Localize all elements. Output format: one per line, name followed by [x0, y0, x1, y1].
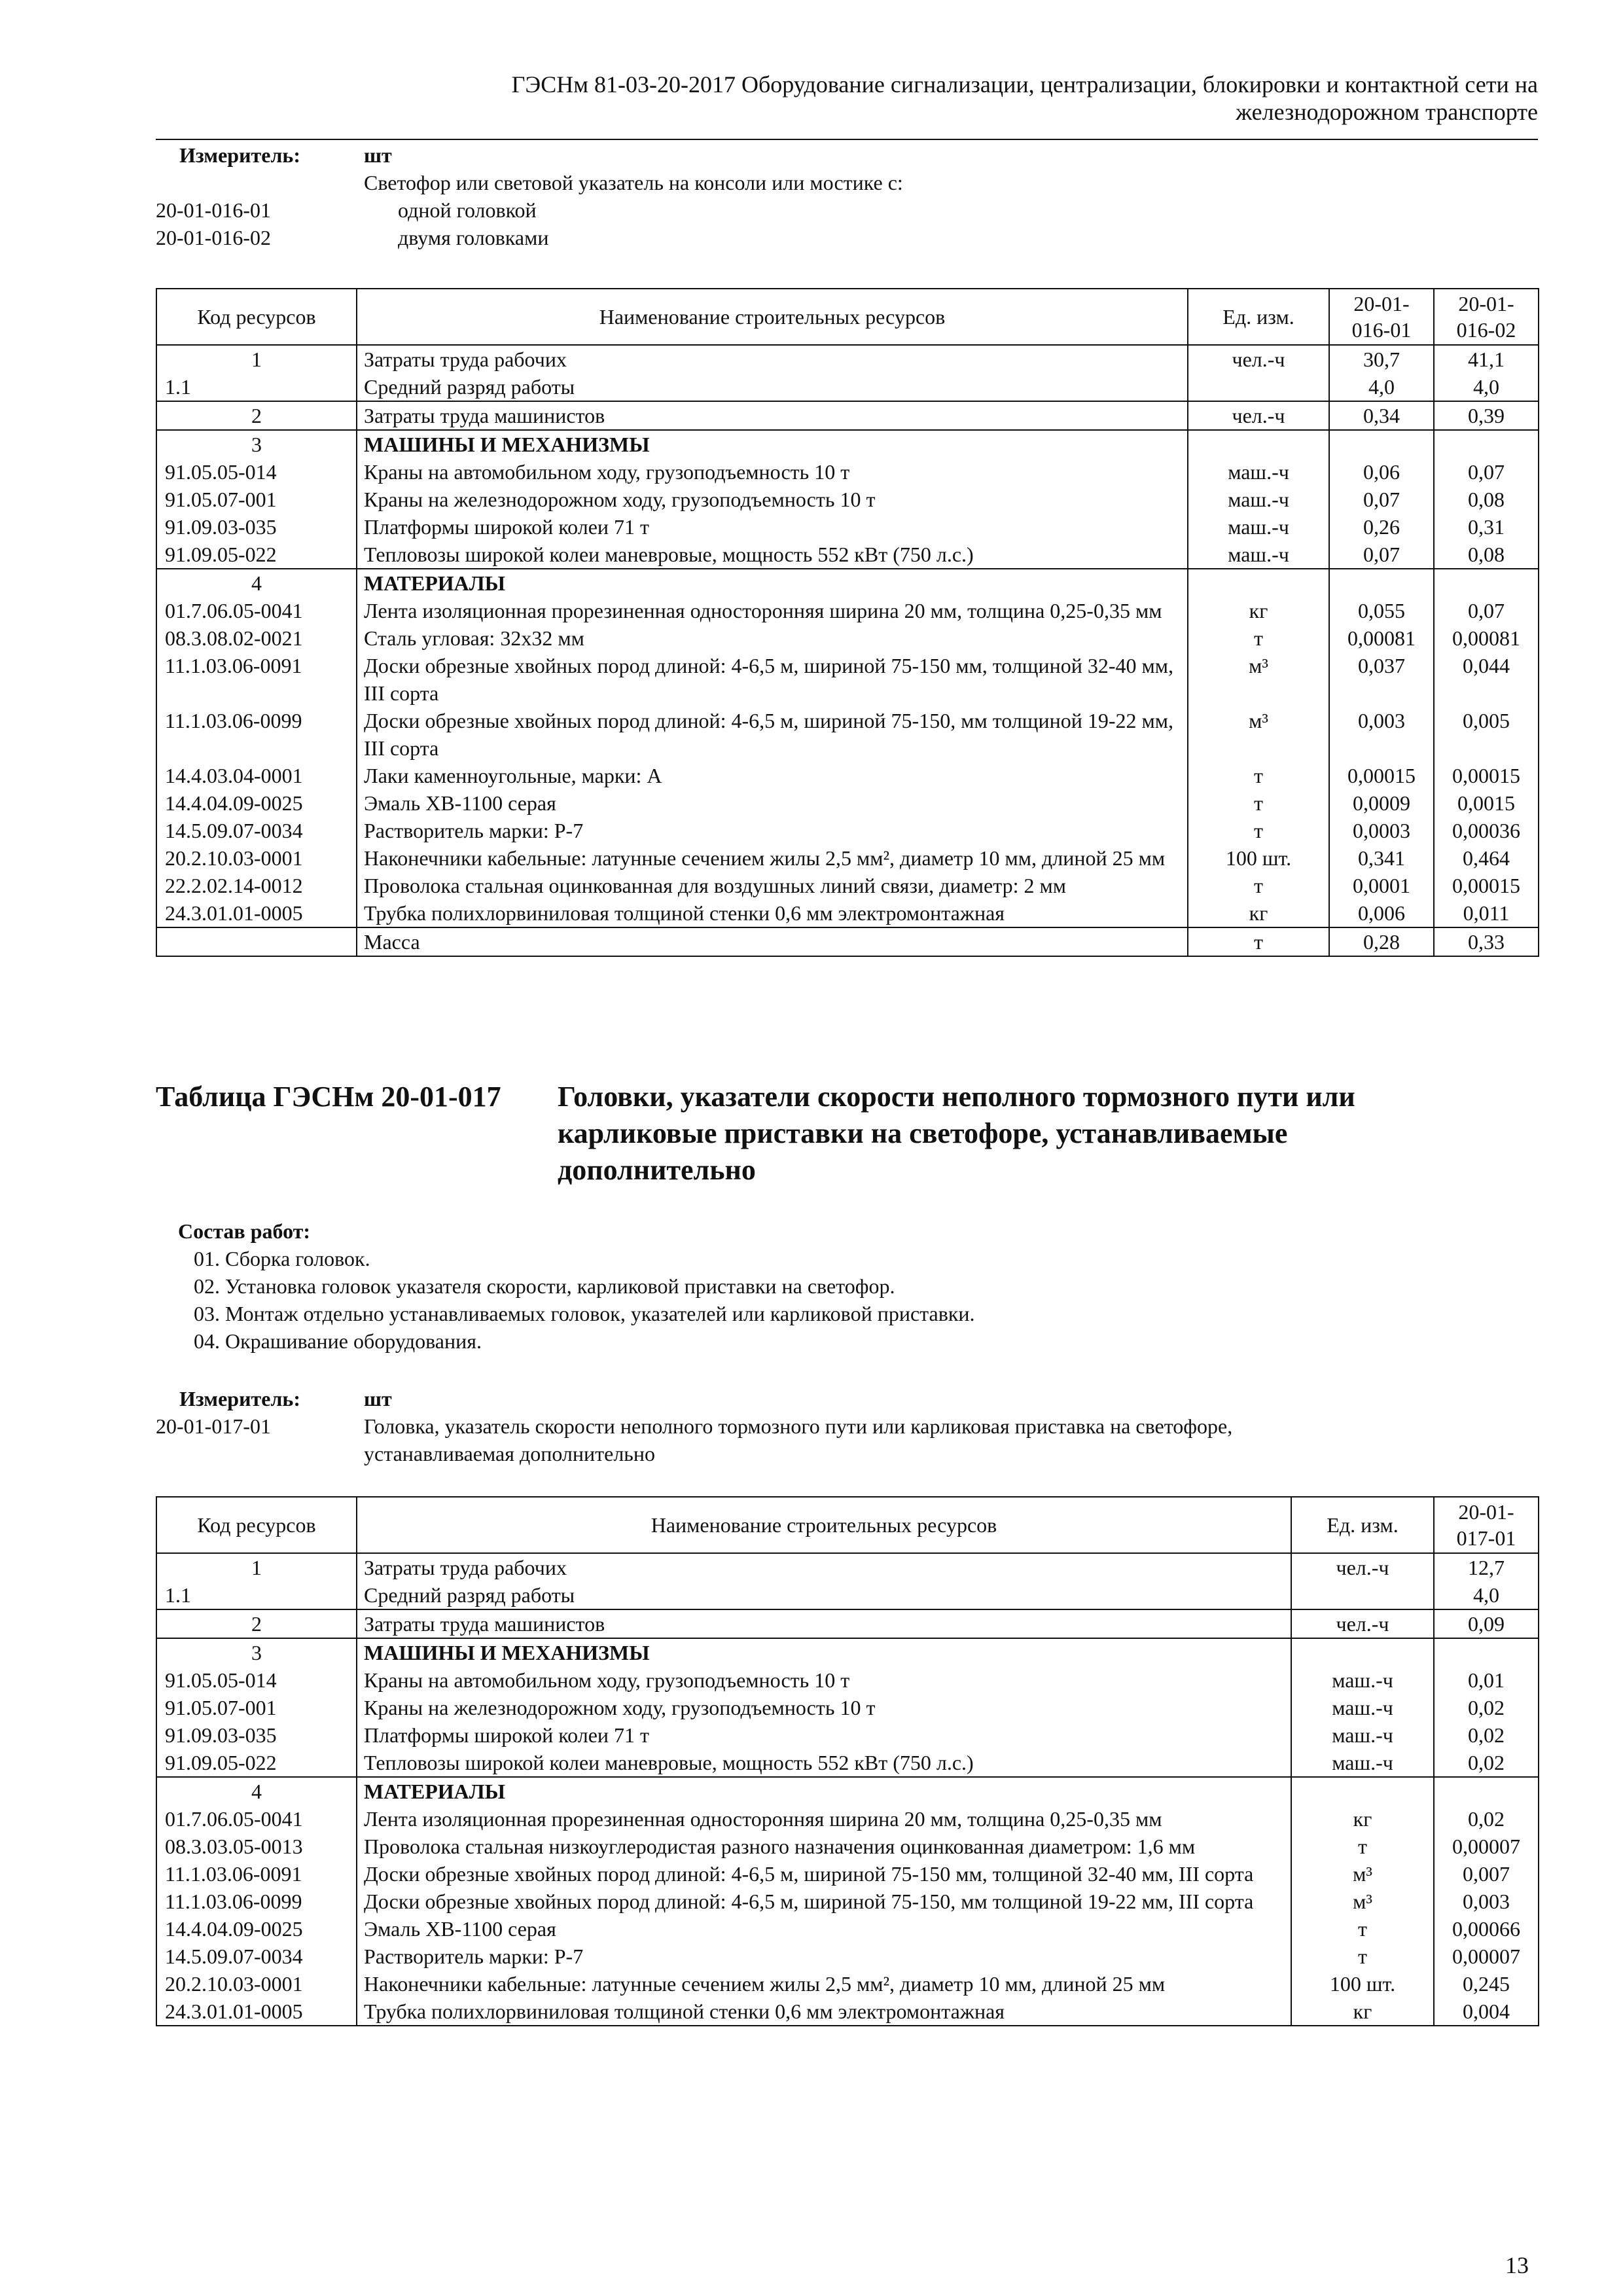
resource-name-cell: Проволока стальная оцинкованная для воздушных линий связи, диаметр: 2 мм [357, 872, 1188, 899]
table-row [156, 844, 1539, 872]
table-row [156, 1694, 1539, 1721]
table-header-row [156, 1497, 1539, 1553]
value-cell: 0,464 [1434, 844, 1539, 872]
value-cell: 0,00015 [1434, 762, 1539, 789]
table-row [156, 513, 1539, 541]
value-cell: 0,055 [1329, 597, 1434, 624]
table-row [156, 401, 1539, 430]
table-row [156, 1553, 1539, 1581]
unit-cell: т [1291, 1833, 1434, 1860]
table-row [156, 1998, 1539, 2026]
table-row [156, 707, 1539, 762]
value-cell: 0,07 [1434, 458, 1539, 486]
resource-code-cell: 20.2.10.03-0001 [156, 1970, 357, 1998]
resource-code-cell: 24.3.01.01-0005 [156, 899, 357, 927]
value-cell: 0,28 [1329, 927, 1434, 956]
value-cell: 0,31 [1434, 513, 1539, 541]
col-header-name: Наименование строительных ресурсов [357, 1497, 1291, 1553]
value-cell: 0,00036 [1434, 817, 1539, 844]
section2-item-text-2: устанавливаемая дополнительно [364, 1442, 656, 1465]
unit-cell: т [1188, 789, 1329, 817]
unit-cell: чел.-ч [1291, 1553, 1434, 1581]
table-row [156, 541, 1539, 569]
meter-unit: шт [364, 143, 392, 167]
resource-name-cell: Затраты труда рабочих [357, 345, 1188, 373]
value-cell: 0,08 [1434, 541, 1539, 569]
value-cell: 0,00015 [1434, 872, 1539, 899]
resource-name-cell: Наконечники кабельные: латунные сечением жилы 2,5 мм², диаметр 10 мм, длиной 25 мм [357, 844, 1188, 872]
resource-name-cell: Растворитель марки: Р-7 [357, 1943, 1291, 1970]
resource-code-cell: 14.5.09.07-0034 [156, 1943, 357, 1970]
work-item-4: 04. Окрашивание оборудования. [194, 1329, 482, 1353]
resource-code-cell: 91.05.07-001 [156, 486, 357, 513]
unit-cell: маш.-ч [1188, 458, 1329, 486]
document-header [308, 71, 1538, 126]
meter-label-2: Измеритель: [179, 1387, 300, 1410]
value-cell [1434, 569, 1539, 597]
table-row [156, 1860, 1539, 1888]
unit-cell: маш.-ч [1291, 1666, 1434, 1694]
table-row [156, 927, 1539, 956]
value-cell [1434, 1777, 1539, 1805]
resource-name-cell: Затраты труда рабочих [357, 1553, 1291, 1581]
col-header-unit: Ед. изм. [1188, 289, 1329, 345]
value-cell: 0,044 [1434, 652, 1539, 707]
resource-code-cell: 11.1.03.06-0091 [156, 652, 357, 707]
unit-cell [1188, 373, 1329, 401]
value-cell: 0,07 [1434, 597, 1539, 624]
resource-code-cell: 01.7.06.05-0041 [156, 597, 357, 624]
table-row [156, 652, 1539, 707]
value-cell: 0,245 [1434, 1970, 1539, 1998]
resource-name-cell: МАШИНЫ И МЕХАНИЗМЫ [357, 1638, 1291, 1666]
resource-code-cell: 91.09.05-022 [156, 1749, 357, 1777]
unit-cell: маш.-ч [1188, 541, 1329, 569]
work-item-1: 01. Сборка головок. [194, 1247, 370, 1270]
col-header-code: Код ресурсов [156, 1497, 357, 1553]
resource-name-cell: Эмаль ХВ-1100 серая [357, 789, 1188, 817]
resource-name-cell: Лента изоляционная прорезиненная односторонняя ширина 20 мм, толщина 0,25-0,35 мм [357, 597, 1188, 624]
resource-code-cell: 14.4.04.09-0025 [156, 789, 357, 817]
value-cell: 41,1 [1434, 345, 1539, 373]
unit-cell: чел.-ч [1291, 1609, 1434, 1638]
resource-code-cell: 01.7.06.05-0041 [156, 1805, 357, 1833]
resource-name-cell: Тепловозы широкой колеи маневровые, мощность 552 кВт (750 л.с.) [357, 1749, 1291, 1777]
resource-name-cell: Лаки каменноугольные, марки: А [357, 762, 1188, 789]
resource-code-cell: 1 [156, 1553, 357, 1581]
table-row [156, 1833, 1539, 1860]
table-row [156, 1721, 1539, 1749]
resource-code-cell: 1 [156, 345, 357, 373]
resource-name-cell: Краны на автомобильном ходу, грузоподъемность 10 т [357, 458, 1188, 486]
resource-name-cell: Доски обрезные хвойных пород длиной: 4-6,5 м, шириной 75-150, мм толщиной 19-22 мм, III сорта [357, 1888, 1291, 1915]
table-row [156, 899, 1539, 927]
unit-cell: т [1291, 1915, 1434, 1943]
value-cell: 0,006 [1329, 899, 1434, 927]
resource-name-cell: Лента изоляционная прорезиненная односторонняя ширина 20 мм, толщина 0,25-0,35 мм [357, 1805, 1291, 1833]
resource-name-cell: Сталь угловая: 32x32 мм [357, 624, 1188, 652]
block1-description: Светофор или световой указатель на консоли или мостике с: [364, 171, 903, 194]
section2-item-code: 20-01-017-01 [156, 1414, 271, 1438]
table-row [156, 1805, 1539, 1833]
meter-label: Измеритель: [179, 143, 300, 167]
resource-code-cell: 2 [156, 401, 357, 430]
unit-cell: 100 шт. [1188, 844, 1329, 872]
resource-name-cell: Доски обрезные хвойных пород длиной: 4-6,5 м, шириной 75-150 мм, толщиной 32-40 мм, III сорта [357, 1860, 1291, 1888]
value-cell: 0,011 [1434, 899, 1539, 927]
value-cell: 0,02 [1434, 1694, 1539, 1721]
block1-item-text-1: одной головкой [398, 198, 537, 222]
value-cell: 4,0 [1329, 373, 1434, 401]
meter-unit-2: шт [364, 1387, 392, 1410]
value-cell: 0,003 [1434, 1888, 1539, 1915]
resource-name-cell: Эмаль ХВ-1100 серая [357, 1915, 1291, 1943]
table-row [156, 486, 1539, 513]
unit-cell: м³ [1188, 652, 1329, 707]
table-row [156, 872, 1539, 899]
resource-code-cell [156, 927, 357, 956]
value-cell: 0,037 [1329, 652, 1434, 707]
value-cell [1329, 569, 1434, 597]
resource-code-cell: 91.05.05-014 [156, 1666, 357, 1694]
unit-cell [1188, 430, 1329, 458]
resource-name-cell: Трубка полихлорвиниловая толщиной стенки 0,6 мм электромонтажная [357, 899, 1188, 927]
resource-name-cell: Затраты труда машинистов [357, 1609, 1291, 1638]
unit-cell: кг [1188, 597, 1329, 624]
value-cell: 0,00015 [1329, 762, 1434, 789]
table-row [156, 345, 1539, 373]
value-cell: 0,07 [1329, 541, 1434, 569]
resource-code-cell: 08.3.08.02-0021 [156, 624, 357, 652]
unit-cell: маш.-ч [1188, 486, 1329, 513]
section2-item-text-1: Головка, указатель скорости неполного тормозного пути или карликовая приставка на светофоре, [364, 1414, 1233, 1438]
value-cell: 0,26 [1329, 513, 1434, 541]
resource-code-cell: 91.05.07-001 [156, 1694, 357, 1721]
value-cell: 0,341 [1329, 844, 1434, 872]
header-line-1: ГЭСНм 81-03-20-2017 Оборудование сигнализации, централизации, блокировки и контактной сети на [511, 71, 1538, 98]
table-row [156, 762, 1539, 789]
value-cell: 0,005 [1434, 707, 1539, 762]
block1-item-code-2: 20-01-016-02 [156, 226, 271, 249]
unit-cell: маш.-ч [1291, 1749, 1434, 1777]
value-cell: 0,00066 [1434, 1915, 1539, 1943]
resource-code-cell: 91.09.05-022 [156, 541, 357, 569]
block1-item-text-2: двумя головками [398, 226, 549, 249]
unit-cell: маш.-ч [1188, 513, 1329, 541]
value-cell [1434, 430, 1539, 458]
section-table-label: Таблица ГЭСНм 20-01-017 [156, 1081, 501, 1113]
value-cell: 0,00007 [1434, 1943, 1539, 1970]
resource-code-cell: 11.1.03.06-0099 [156, 1888, 357, 1915]
value-cell: 12,7 [1434, 1553, 1539, 1581]
work-item-2: 02. Установка головок указателя скорости, карликовой приставки на светофор. [194, 1274, 895, 1298]
unit-cell: чел.-ч [1188, 345, 1329, 373]
resource-code-cell: 1.1 [156, 373, 357, 401]
value-cell: 0,02 [1434, 1721, 1539, 1749]
unit-cell: чел.-ч [1188, 401, 1329, 430]
table-row [156, 430, 1539, 458]
value-cell: 4,0 [1434, 1581, 1539, 1609]
value-cell: 0,39 [1434, 401, 1539, 430]
resource-code-cell: 20.2.10.03-0001 [156, 844, 357, 872]
unit-cell [1291, 1581, 1434, 1609]
unit-cell [1291, 1638, 1434, 1666]
unit-cell: кг [1291, 1998, 1434, 2026]
value-cell: 0,08 [1434, 486, 1539, 513]
unit-cell: т [1291, 1943, 1434, 1970]
col-header-016-01: 20-01- 016-01 [1329, 289, 1434, 345]
page-number: 13 [1505, 2252, 1529, 2278]
unit-cell: кг [1291, 1805, 1434, 1833]
resource-name-cell: МАТЕРИАЛЫ [357, 1777, 1291, 1805]
header-divider [156, 139, 1538, 140]
table-row [156, 597, 1539, 624]
table-row [156, 817, 1539, 844]
unit-cell: маш.-ч [1291, 1721, 1434, 1749]
resource-code-cell: 2 [156, 1609, 357, 1638]
resource-name-cell: Краны на железнодорожном ходу, грузоподъемность 10 т [357, 486, 1188, 513]
table-row [156, 373, 1539, 401]
value-cell: 30,7 [1329, 345, 1434, 373]
col-header-016-02: 20-01- 016-02 [1434, 289, 1539, 345]
table-row [156, 1888, 1539, 1915]
resources-table-017 [156, 1496, 1539, 2026]
resource-name-cell: Масса [357, 927, 1188, 956]
value-cell: 0,34 [1329, 401, 1434, 430]
resource-code-cell: 11.1.03.06-0099 [156, 707, 357, 762]
value-cell: 0,01 [1434, 1666, 1539, 1694]
value-cell: 0,00081 [1329, 624, 1434, 652]
table-row [156, 1777, 1539, 1805]
value-cell: 0,0009 [1329, 789, 1434, 817]
value-cell: 0,00081 [1434, 624, 1539, 652]
unit-cell: т [1188, 927, 1329, 956]
value-cell: 0,06 [1329, 458, 1434, 486]
resources-table-016 [156, 288, 1539, 957]
value-cell [1329, 430, 1434, 458]
table-row [156, 1970, 1539, 1998]
resource-code-cell: 14.5.09.07-0034 [156, 817, 357, 844]
resource-code-cell: 11.1.03.06-0091 [156, 1860, 357, 1888]
section-title [558, 1079, 1539, 1189]
resource-name-cell: Растворитель марки: Р-7 [357, 817, 1188, 844]
resource-name-cell: Средний разряд работы [357, 373, 1188, 401]
block1-item-code-1: 20-01-016-01 [156, 198, 271, 222]
value-cell: 4,0 [1434, 373, 1539, 401]
resource-name-cell: Тепловозы широкой колеи маневровые, мощность 552 кВт (750 л.с.) [357, 541, 1188, 569]
section-title-line-1: Головки, указатели скорости неполного тормозного пути или [558, 1081, 1355, 1113]
resource-name-cell: Проволока стальная низкоуглеродистая разного назначения оцинкованная диаметром: 1,6 мм [357, 1833, 1291, 1860]
resource-code-cell: 24.3.01.01-0005 [156, 1998, 357, 2026]
resource-name-cell: Платформы широкой колеи 71 т [357, 513, 1188, 541]
value-cell: 0,07 [1329, 486, 1434, 513]
works-label: Состав работ: [178, 1219, 311, 1243]
resource-name-cell: Наконечники кабельные: латунные сечением жилы 2,5 мм², диаметр 10 мм, длиной 25 мм [357, 1970, 1291, 1998]
unit-cell: кг [1188, 899, 1329, 927]
table-row [156, 1666, 1539, 1694]
table-row [156, 1638, 1539, 1666]
header-line-2: железнодорожном транспорте [1236, 99, 1538, 125]
value-cell: 0,02 [1434, 1805, 1539, 1833]
unit-cell: м³ [1188, 707, 1329, 762]
resource-code-cell: 22.2.02.14-0012 [156, 872, 357, 899]
value-cell: 0,0015 [1434, 789, 1539, 817]
unit-cell: т [1188, 762, 1329, 789]
unit-cell: 100 шт. [1291, 1970, 1434, 1998]
resource-name-cell: Доски обрезные хвойных пород длиной: 4-6,5 м, шириной 75-150, мм толщиной 19-22 мм, III сорта [357, 707, 1188, 762]
resource-code-cell: 3 [156, 1638, 357, 1666]
unit-cell: т [1188, 817, 1329, 844]
resource-name-cell: Платформы широкой колеи 71 т [357, 1721, 1291, 1749]
table-row [156, 569, 1539, 597]
resource-name-cell: Краны на автомобильном ходу, грузоподъемность 10 т [357, 1666, 1291, 1694]
unit-cell: м³ [1291, 1888, 1434, 1915]
table-header-row [156, 289, 1539, 345]
value-cell: 0,0001 [1329, 872, 1434, 899]
value-cell [1434, 1638, 1539, 1666]
resource-code-cell: 4 [156, 1777, 357, 1805]
col-header-unit: Ед. изм. [1291, 1497, 1434, 1553]
resource-code-cell: 1.1 [156, 1581, 357, 1609]
resource-name-cell: Трубка полихлорвиниловая толщиной стенки 0,6 мм электромонтажная [357, 1998, 1291, 2026]
value-cell: 0,007 [1434, 1860, 1539, 1888]
unit-cell: маш.-ч [1291, 1694, 1434, 1721]
table-row [156, 789, 1539, 817]
section-title-line-2: карликовые приставки на светофоре, устанавливаемые [558, 1117, 1288, 1149]
resource-code-cell: 08.3.03.05-0013 [156, 1833, 357, 1860]
resource-code-cell: 91.09.03-035 [156, 1721, 357, 1749]
table-row [156, 1943, 1539, 1970]
resource-name-cell: Затраты труда машинистов [357, 401, 1188, 430]
unit-cell [1291, 1777, 1434, 1805]
resource-name-cell: Краны на железнодорожном ходу, грузоподъемность 10 т [357, 1694, 1291, 1721]
work-item-3: 03. Монтаж отдельно устанавливаемых головок, указателей или карликовой приставки. [194, 1302, 975, 1325]
table-row [156, 1581, 1539, 1609]
resource-name-cell: МАШИНЫ И МЕХАНИЗМЫ [357, 430, 1188, 458]
table-row [156, 1915, 1539, 1943]
resource-code-cell: 14.4.04.09-0025 [156, 1915, 357, 1943]
resource-name-cell: МАТЕРИАЛЫ [357, 569, 1188, 597]
col-header-name: Наименование строительных ресурсов [357, 289, 1188, 345]
value-cell: 0,0003 [1329, 817, 1434, 844]
value-cell: 0,00007 [1434, 1833, 1539, 1860]
table-row [156, 1749, 1539, 1777]
col-header-017-01: 20-01- 017-01 [1434, 1497, 1539, 1553]
value-cell: 0,003 [1329, 707, 1434, 762]
resource-name-cell: Доски обрезные хвойных пород длиной: 4-6,5 м, шириной 75-150 мм, толщиной 32-40 мм, III сорта [357, 652, 1188, 707]
unit-cell: т [1188, 624, 1329, 652]
value-cell: 0,09 [1434, 1609, 1539, 1638]
unit-cell: т [1188, 872, 1329, 899]
resource-name-cell: Средний разряд работы [357, 1581, 1291, 1609]
col-header-code: Код ресурсов [156, 289, 357, 345]
unit-cell [1188, 569, 1329, 597]
section-title-line-3: дополнительно [558, 1154, 756, 1186]
resource-code-cell: 91.09.03-035 [156, 513, 357, 541]
resource-code-cell: 91.05.05-014 [156, 458, 357, 486]
unit-cell: м³ [1291, 1860, 1434, 1888]
table-row [156, 458, 1539, 486]
resource-code-cell: 4 [156, 569, 357, 597]
resource-code-cell: 14.4.03.04-0001 [156, 762, 357, 789]
table-row [156, 624, 1539, 652]
resource-code-cell: 3 [156, 430, 357, 458]
value-cell: 0,33 [1434, 927, 1539, 956]
table-row [156, 1609, 1539, 1638]
value-cell: 0,02 [1434, 1749, 1539, 1777]
value-cell: 0,004 [1434, 1998, 1539, 2026]
